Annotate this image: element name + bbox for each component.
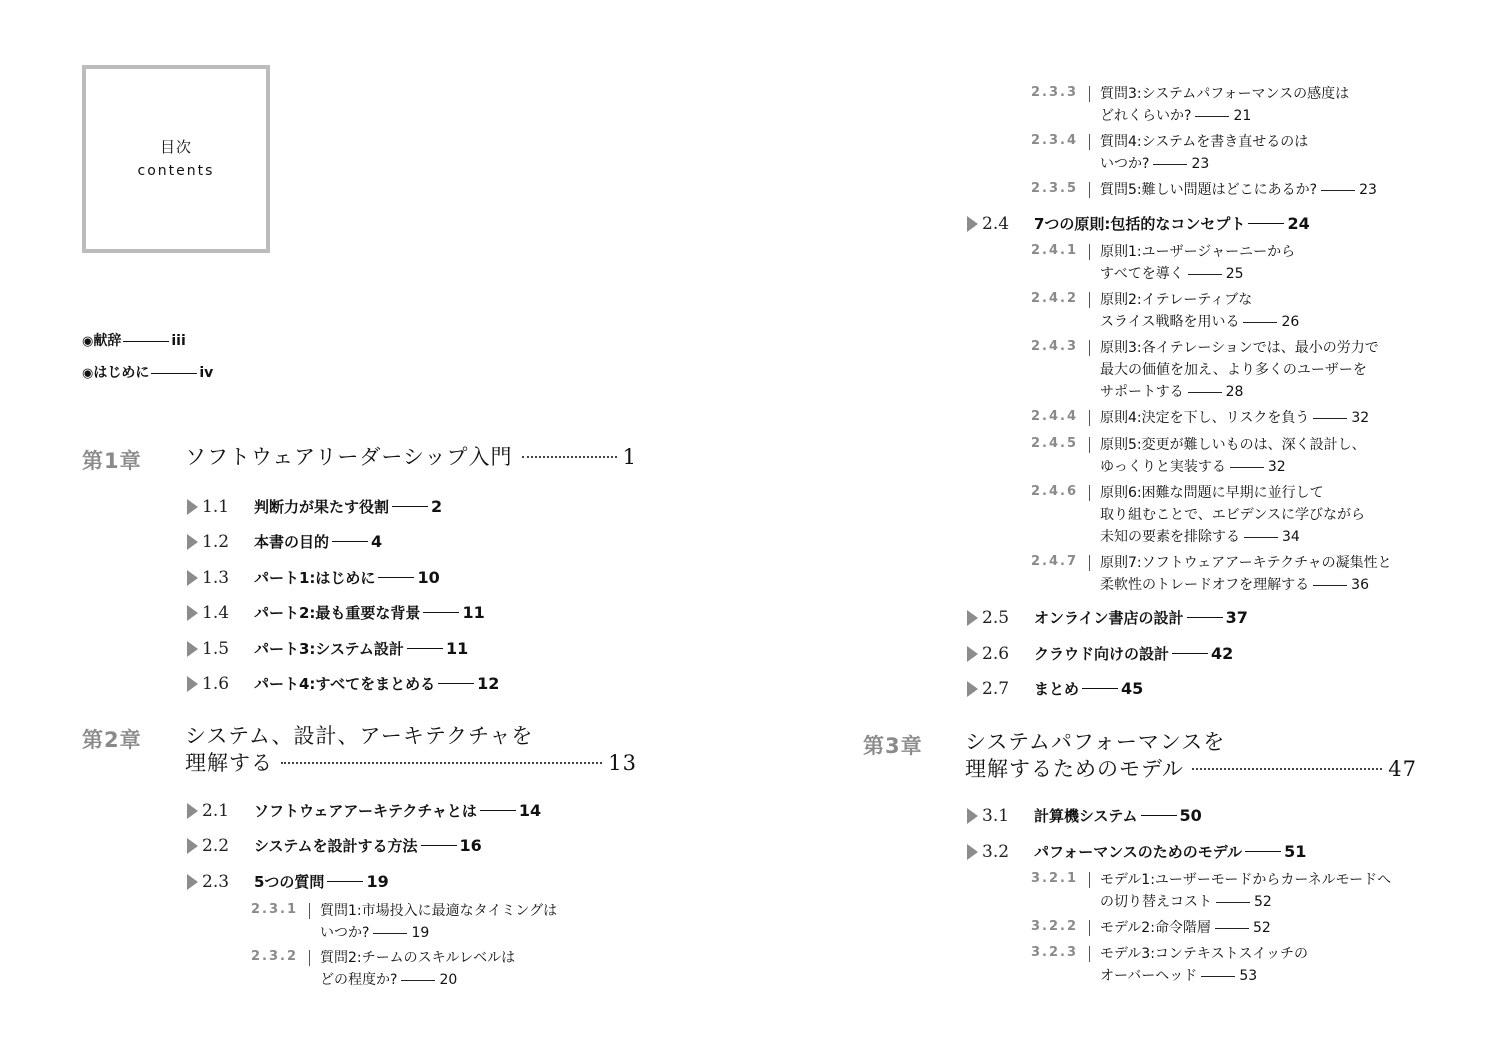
triangle-icon xyxy=(187,570,198,586)
subsection-entry[interactable]: 2.3.1 質問1:市場投入に最適なタイミングは いつか? 19 xyxy=(251,902,558,941)
triangle-icon xyxy=(967,216,978,232)
section-entry[interactable]: 1.4 パート2:最も重要な背景 11 xyxy=(187,602,485,623)
subsection-entry[interactable]: 2.4.5 原則5:変更が難しいものは、深く設計し、 ゆっくりと実装する 32 xyxy=(1031,436,1366,475)
subsection-entry[interactable]: 2.4.4 原則4:決定を下し、リスクを負う 32 xyxy=(1031,409,1370,426)
chapter-page: 1 xyxy=(622,445,637,469)
front-matter-page: iv xyxy=(199,365,214,381)
triangle-icon xyxy=(967,844,978,860)
chapter-page: 13 xyxy=(608,751,637,775)
bullet-icon: ◉ xyxy=(82,366,94,381)
triangle-icon xyxy=(187,499,198,515)
subsection-entry[interactable]: 2.4.6 原則6:困難な問題に早期に並行して 取り組むことで、エビデンスに学びながら 未知の要素を排除する 34 xyxy=(1031,484,1366,545)
front-matter-label: はじめに xyxy=(93,365,150,381)
triangle-icon xyxy=(967,610,978,626)
triangle-icon xyxy=(187,676,198,692)
section-entry[interactable]: 2.6 クラウド向けの設計 42 xyxy=(967,643,1233,664)
triangle-icon xyxy=(187,641,198,657)
section-entry[interactable]: 1.5 パート3:システム設計 11 xyxy=(187,638,468,659)
subsection-entry[interactable]: 2.3.2 質問2:チームのスキルレベルは どの程度か? 20 xyxy=(251,949,516,988)
subsection-entry[interactable]: 2.3.4 質問4:システムを書き直せるのは いつか? 23 xyxy=(1031,133,1309,172)
front-matter-item[interactable] xyxy=(82,330,186,350)
section-entry[interactable]: 1.6 パート4:すべてをまとめる 12 xyxy=(187,673,499,694)
chapter-label: 第3章 xyxy=(863,734,923,758)
right-page xyxy=(750,0,1500,1064)
triangle-icon xyxy=(967,646,978,662)
subsection-entry[interactable]: 2.4.1 原則1:ユーザージャーニーから すべてを導く 25 xyxy=(1031,243,1296,282)
subsection-entry[interactable]: 3.2.1 モデル1:ユーザーモードからカーネルモードへ の切り替えコスト 52 xyxy=(1031,871,1392,910)
triangle-icon xyxy=(187,534,198,550)
section-entry[interactable]: 2.4 7つの原則:包括的なコンセプト 24 xyxy=(967,213,1310,234)
subsection-entry[interactable]: 2.4.3 原則3:各イテレーションでは、最小の労力で 最大の価値を加え、より多くのユーザーを サポートする 28 xyxy=(1031,339,1379,400)
section-entry[interactable]: 1.2 本書の目的 4 xyxy=(187,531,382,552)
toc-title-box xyxy=(82,65,270,253)
triangle-icon xyxy=(187,838,198,854)
subsection-entry[interactable]: 3.2.2 モデル2:命令階層 52 xyxy=(1031,919,1271,936)
chapter-label: 第2章 xyxy=(82,728,142,752)
triangle-icon xyxy=(187,803,198,819)
triangle-icon xyxy=(967,681,978,697)
triangle-icon xyxy=(967,808,978,824)
section-entry[interactable]: 3.1 計算機システム 50 xyxy=(967,805,1202,826)
front-matter-label: 献辞 xyxy=(93,333,122,349)
chapter-page: 47 xyxy=(1388,757,1417,781)
section-entry[interactable]: 2.5 オンライン書店の設計 37 xyxy=(967,607,1248,628)
subsection-entry[interactable]: 3.2.3 モデル3:コンテキストスイッチの オーバーヘッド 53 xyxy=(1031,945,1308,984)
front-matter-item[interactable] xyxy=(82,362,213,382)
section-entry[interactable]: 2.1 ソフトウェアアーキテクチャとは 14 xyxy=(187,800,541,821)
chapter-title[interactable]: ソフトウェアリーダーシップ入門 1 xyxy=(185,445,637,469)
section-entry[interactable]: 2.3 5つの質問 19 xyxy=(187,871,389,892)
triangle-icon xyxy=(187,605,198,621)
subsection-entry[interactable]: 2.4.2 原則2:イテレーティブな スライス戦略を用いる 26 xyxy=(1031,291,1300,330)
section-entry[interactable]: 1.1 判断力が果たす役割 2 xyxy=(187,496,442,517)
chapter-title[interactable]: システムパフォーマンスを 理解するためのモデル 47 xyxy=(965,730,1417,781)
bullet-icon: ◉ xyxy=(82,334,94,349)
toc-title-ja: 目次 xyxy=(159,137,192,156)
subsection-entry[interactable]: 2.4.7 原則7:ソフトウェアアーキテクチャの凝集性と 柔軟性のトレードオフを理解する 36 xyxy=(1031,554,1392,593)
subsection-entry[interactable]: 2.3.5 質問5:難しい問題はどこにあるか? 23 xyxy=(1031,181,1377,198)
chapter-title[interactable]: システム、設計、アーキテクチャを 理解する 13 xyxy=(185,724,637,775)
subsection-entry[interactable]: 2.3.3 質問3:システムパフォーマンスの感度は どれくらいか? 21 xyxy=(1031,85,1350,124)
section-entry[interactable]: 2.2 システムを設計する方法 16 xyxy=(187,835,482,856)
chapter-label: 第1章 xyxy=(82,449,142,473)
triangle-icon xyxy=(187,874,198,890)
section-entry[interactable]: 3.2 パフォーマンスのためのモデル 51 xyxy=(967,841,1306,862)
section-entry[interactable]: 1.3 パート1:はじめに 10 xyxy=(187,567,440,588)
toc-title-en: contents xyxy=(137,162,215,179)
front-matter-page: iii xyxy=(171,333,186,349)
section-entry[interactable]: 2.7 まとめ 45 xyxy=(967,678,1143,699)
